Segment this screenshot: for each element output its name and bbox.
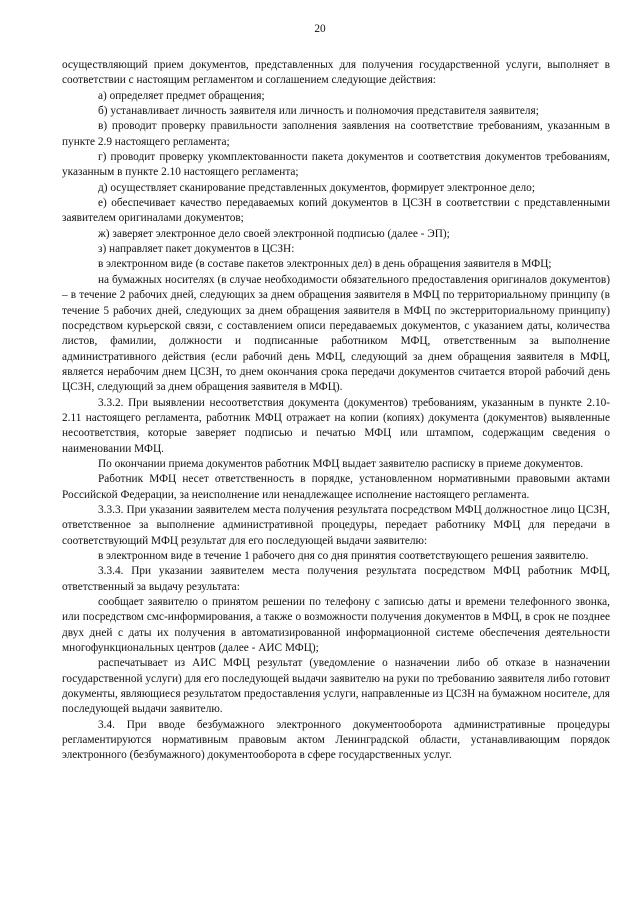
paragraph-print: распечатывает из АИС МФЦ результат (уведомление о назначении либо об отказе в назначении государственной услуги) для его последующей выдачи заявителю на руки по требованию заявителя либо готовит документы, являющиеся результатом предоставления услуги, направленные из ЦСЗН на бумажном носителе, для последующей выдачи заявителю. [62, 657, 610, 716]
document-body [62, 58, 610, 764]
list-item-b: б) устанавливает личность заявителя или личность и полномочия представителя заявителя; [98, 105, 539, 118]
paragraph-notify: сообщает заявителю о принятом решении по телефону с записью даты и времени телефонного звонка, или посредством смс-информирования, а также о возможности получения документов в МФЦ, в срок не позднее двух дней с даты их получения в автоматизированной информационной системе обеспечения деятельности многофункциональных центров (далее - АИС МФЦ); [62, 596, 610, 655]
list-item-g: г) проводит проверку укомплектованности пакета документов и соответствия документов требованиям, указанным в пункте 2.10 настоящего регламента; [62, 151, 610, 179]
paragraph-receipt: По окончании приема документов работник МФЦ выдает заявителю расписку в приеме документов. [98, 457, 584, 470]
paragraph-electronic: в электронном виде (в составе пакетов электронных дел) в день обращения заявителя в МФЦ; [98, 258, 552, 271]
paragraph-continuation: осуществляющий прием документов, представленных для получения государственной услуги, выполняет в соответствии с настоящим регламентом и соглашением следующие действия: [62, 59, 610, 87]
list-item-e: е) обеспечивает качество передаваемых копий документов в ЦСЗН в соответствии с представленными заявителем оригиналами документов; [62, 197, 610, 225]
list-item-v: в) проводит проверку правильности заполнения заявления на соответствие требованиям, указанным в пункте 2.9 настоящего регламента; [62, 120, 610, 148]
section-3-3-3: 3.3.3. При указании заявителем места получения результата посредством МФЦ должностное лицо ЦСЗН, ответственное за выполнение административной процедуры, передает работнику МФЦ для передачи в соответствующий МФЦ результат для его последующей выдачи заявителю: [62, 503, 610, 547]
section-3-3-4: 3.3.4. При указании заявителем места получения результата посредством МФЦ работник МФЦ, ответственный за выдачу результата: [62, 565, 610, 593]
section-3-4: 3.4. При вводе безбумажного электронного документооборота административные процедуры регламентируются нормативным правовым актом Ленинградской области, устанавливающим порядок электронного (безбумажного) документооборота в сфере государственных услуг. [62, 718, 610, 762]
paragraph-paper: на бумажных носителях (в случае необходимости обязательного предоставления оригиналов документов) – в течение 2 рабочих дней, следующих за днем обращения заявителя в МФЦ по территориальному принципу (в течение 5 рабочих дней, следующих за днем обращения заявителя в МФЦ по экстерриториальному принципу) посредством курьерской связи, с составлением описи передаваемых документов, с указанием даты, количества листов, фамилии, должности и подписанные работником МФЦ, ответственным за выполнение административного действия (если рабочий день МФЦ, следующий за днем обращения заявителя в МФЦ, является нерабочим днем ЦСЗН, то днем окончания срока передачи документов считается второй рабочий день ЦСЗН, следующий за днем обращения заявителя в МФЦ). [62, 273, 610, 394]
list-item-a: а) определяет предмет обращения; [98, 89, 265, 102]
page-number: 20 [314, 23, 326, 35]
section-3-3-2: 3.3.2. При выявлении несоответствия документа (документов) требованиям, указанным в пункте 2.10-2.11 настоящего регламента, работник МФЦ отражает на копии (копиях) документа (документов) выявленные несоответствия, которые заверяет подписью и печатью МФЦ или штампом, содержащим сведения о наименовании МФЦ. [62, 396, 610, 455]
paragraph-electronic-result: в электронном виде в течение 1 рабочего дня со дня принятия соответствующего решения заявителю. [98, 550, 589, 562]
list-item-d: д) осуществляет сканирование представленных документов, формирует электронное дело; [98, 181, 535, 194]
paragraph-responsibility: Работник МФЦ несет ответственность в порядке, установленном нормативными правовыми актами Российской Федерации, за неисполнение или ненадлежащее исполнение настоящего регламента. [62, 473, 610, 501]
list-item-z: з) направляет пакет документов в ЦСЗН: [98, 243, 295, 256]
list-item-zh: ж) заверяет электронное дело своей электронной подписью (далее - ЭП); [98, 227, 450, 240]
